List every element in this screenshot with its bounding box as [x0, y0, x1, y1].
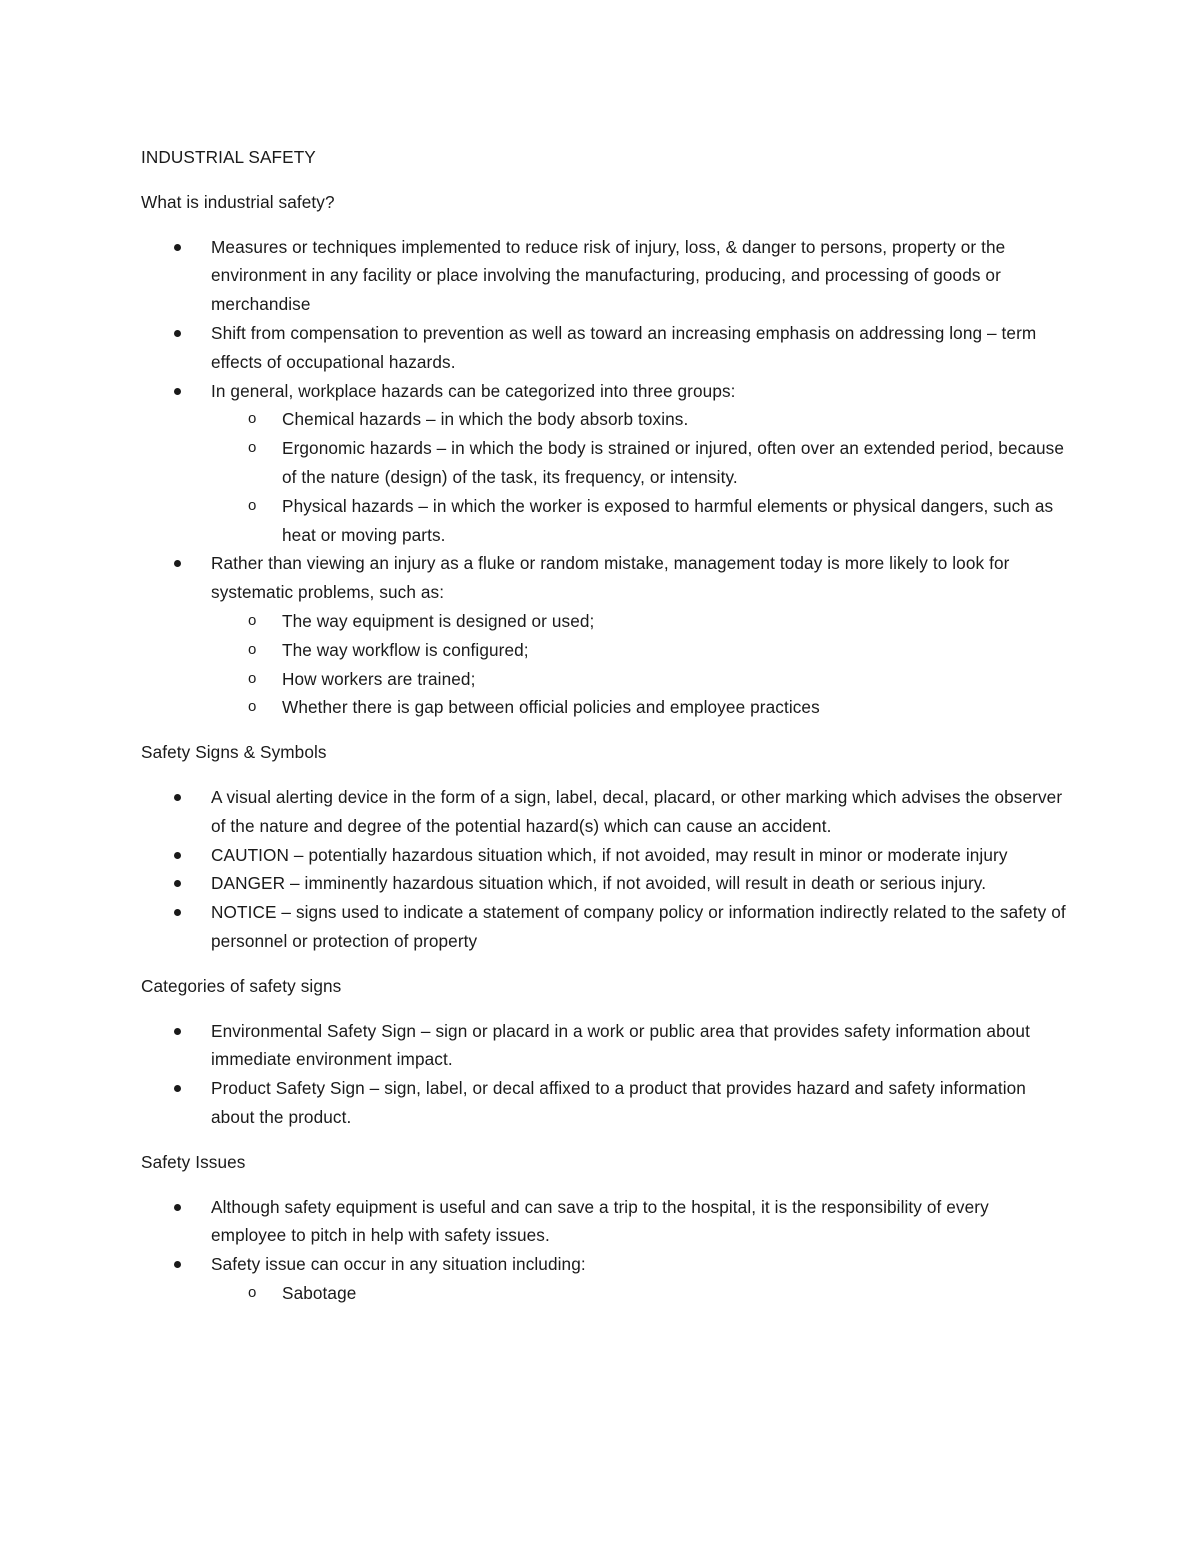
sections-container	[141, 188, 1066, 1308]
bullet-item	[141, 319, 1066, 377]
bullet-text: DANGER – imminently hazardous situation which, if not avoided, will result in death or serious injury.	[211, 873, 987, 894]
sub-bullet-text: Ergonomic hazards – in which the body is strained or injured, often over an extended period, because of the nature (design) of the task, its frequency, or intensity.	[282, 438, 1064, 487]
sub-bullet-icon: o	[248, 669, 257, 687]
bullet-item	[141, 1074, 1066, 1132]
bullet-text: Measures or techniques implemented to reduce risk of injury, loss, & danger to persons, property or the environment in any facility or place involving the manufacturing, producing, and processing of goods or merchandise	[211, 236, 1006, 315]
sub-bullet-item	[211, 492, 1066, 550]
sub-bullet-text: How workers are trained;	[282, 668, 476, 689]
sub-bullet-item	[211, 693, 1066, 722]
bullet-item	[141, 898, 1066, 956]
bullet-item	[141, 233, 1066, 319]
bullet-text: Although safety equipment is useful and can save a trip to the hospital, it is the responsibility of every employee to pitch in help with safety issues.	[211, 1196, 989, 1246]
sub-bullet-item	[211, 636, 1066, 665]
sub-bullet-icon: o	[248, 439, 257, 457]
bullet-text: NOTICE – signs used to indicate a statement of company policy or information indirectly related to the safety of personnel or protection of property	[211, 902, 1066, 951]
sub-bullet-list	[211, 405, 1066, 549]
sub-bullet-icon: o	[248, 698, 257, 716]
bullet-icon	[174, 1204, 181, 1211]
sub-bullet-text: The way equipment is designed or used;	[282, 610, 595, 631]
sub-bullet-list	[211, 607, 1066, 722]
bullet-item	[141, 549, 1066, 722]
sub-bullet-icon: o	[248, 1283, 257, 1301]
bullet-text: CAUTION – potentially hazardous situation which, if not avoided, may result in minor or moderate injury	[211, 844, 1008, 865]
sub-bullet-text: Chemical hazards – in which the body absorb toxins.	[282, 409, 689, 430]
bullet-icon	[174, 560, 181, 567]
sub-bullet-icon: o	[248, 640, 257, 658]
document-title: INDUSTRIAL SAFETY	[141, 147, 316, 167]
bullet-text: Shift from compensation to prevention as well as toward an increasing emphasis on addressing long – term effects of occupational hazards.	[211, 322, 1037, 372]
bullet-list	[141, 1193, 1066, 1308]
bullet-icon	[174, 330, 181, 337]
bullet-list	[141, 1017, 1066, 1132]
bullet-list	[141, 783, 1066, 956]
bullet-item	[141, 1250, 1066, 1308]
section-heading: Safety Issues	[141, 1151, 246, 1172]
sub-bullet-text: Physical hazards – in which the worker is exposed to harmful elements or physical dangers, such as heat or moving parts.	[282, 495, 1054, 545]
bullet-icon	[174, 909, 181, 916]
sub-bullet-text: Sabotage	[282, 1282, 357, 1303]
bullet-icon	[174, 794, 181, 801]
bullet-text: Rather than viewing an injury as a fluke or random mistake, management today is more likely to look for systematic problems, such as:	[211, 553, 1010, 603]
sub-bullet-icon: o	[248, 496, 257, 514]
sub-bullet-item	[211, 1279, 1066, 1308]
bullet-text: Product Safety Sign – sign, label, or decal affixed to a product that provides hazard and safety information about the product.	[211, 1078, 1026, 1127]
bullet-item	[141, 1017, 1066, 1075]
sub-bullet-item	[211, 434, 1066, 492]
section-heading: Categories of safety signs	[141, 975, 342, 996]
section-heading: Safety Signs & Symbols	[141, 742, 327, 763]
bullet-item	[141, 869, 1066, 898]
bullet-item	[141, 841, 1066, 870]
bullet-item	[141, 783, 1066, 841]
sub-bullet-text: Whether there is gap between official policies and employee practices	[282, 697, 820, 718]
sub-bullet-item	[211, 405, 1066, 434]
bullet-list	[141, 233, 1066, 723]
sub-bullet-item	[211, 665, 1066, 694]
bullet-text: In general, workplace hazards can be categorized into three groups:	[211, 380, 736, 401]
bullet-item	[141, 377, 1066, 550]
sub-bullet-text: The way workflow is configured;	[282, 639, 529, 660]
bullet-icon	[174, 1028, 181, 1035]
bullet-icon	[174, 1085, 181, 1092]
bullet-text: Environmental Safety Sign – sign or placard in a work or public area that provides safety information about immediate environment impact.	[211, 1020, 1030, 1070]
sub-bullet-list	[211, 1279, 1066, 1308]
sub-bullet-icon: o	[248, 410, 257, 428]
bullet-icon	[174, 1261, 181, 1268]
bullet-text: A visual alerting device in the form of a sign, label, decal, placard, or other marking which advises the observer of the nature and degree of the potential hazard(s) which can cause an accident.	[211, 786, 1063, 836]
bullet-text: Safety issue can occur in any situation including:	[211, 1254, 586, 1275]
bullet-icon	[174, 388, 181, 395]
sub-bullet-icon: o	[248, 611, 257, 629]
section-heading: What is industrial safety?	[141, 191, 335, 212]
bullet-item	[141, 1193, 1066, 1251]
bullet-icon	[174, 244, 181, 251]
sub-bullet-item	[211, 607, 1066, 636]
document-body	[141, 143, 1066, 1324]
bullet-icon	[174, 852, 181, 859]
bullet-icon	[174, 880, 181, 887]
